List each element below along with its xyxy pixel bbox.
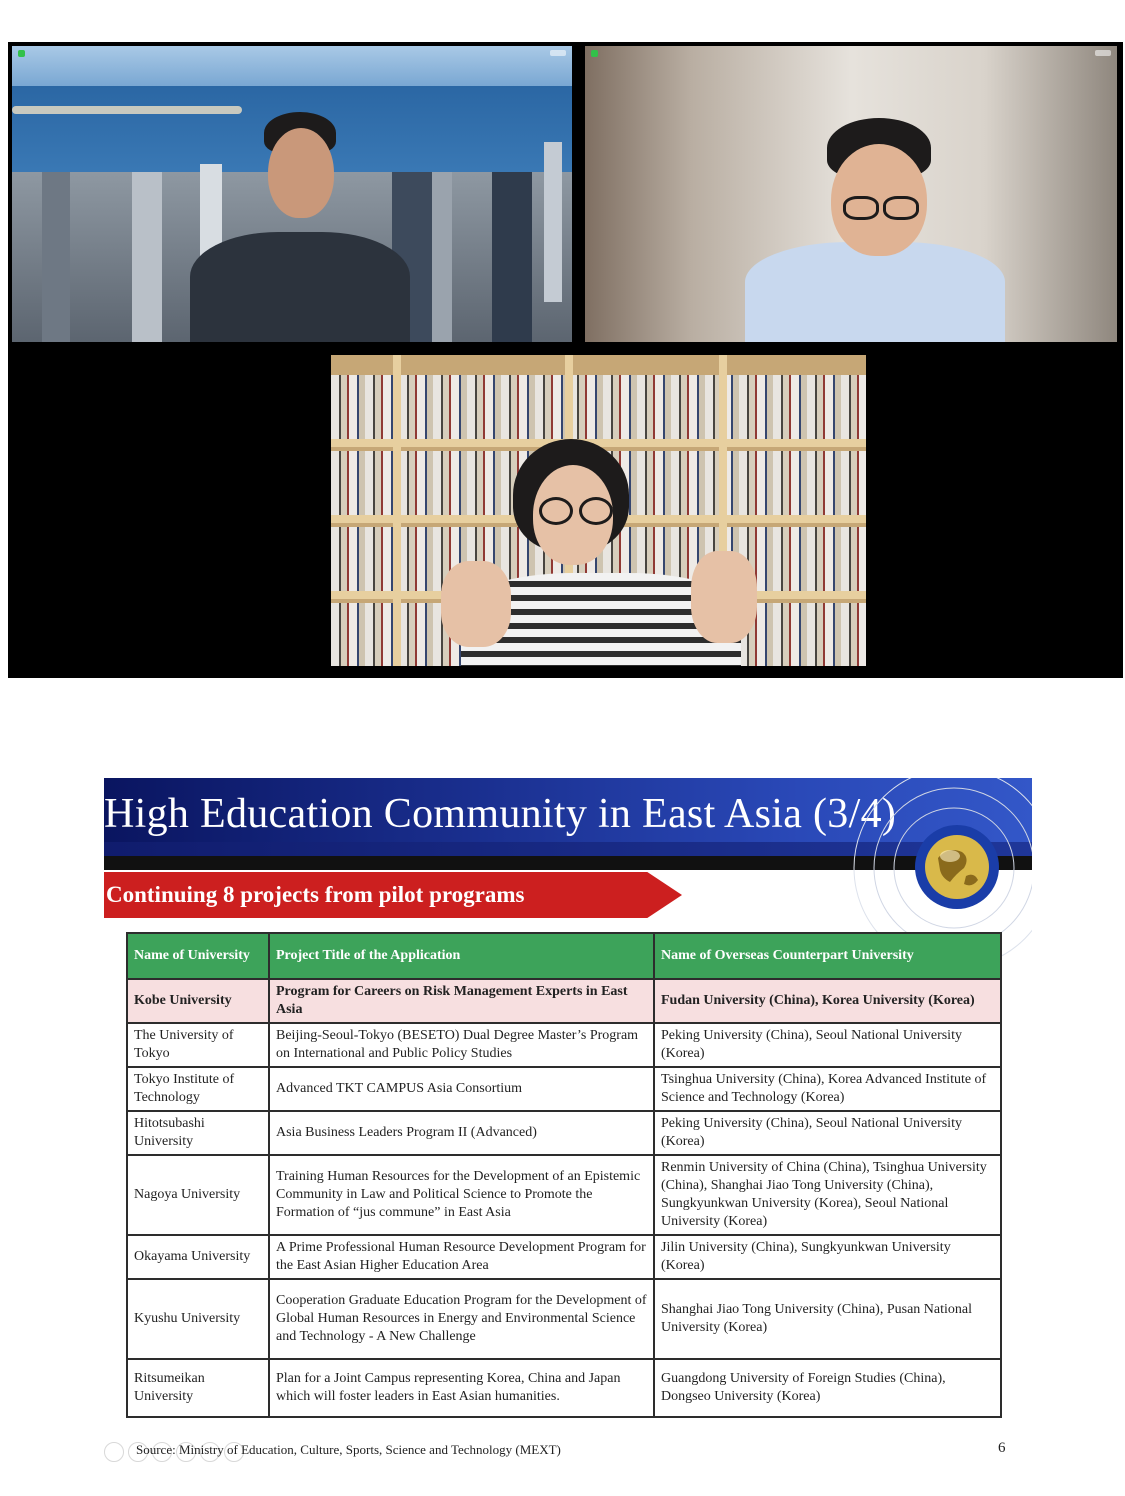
cell-counterpart: Renmin University of China (China), Tsinghua University (China), Shanghai Jiao Tong University (China), Sungkyunkwan University (Korea), Seoul National University (Korea) [654, 1155, 1001, 1235]
cell-counterpart: Shanghai Jiao Tong University (China), Pusan National University (Korea) [654, 1279, 1001, 1359]
column-header-counterpart: Name of Overseas Counterpart University [654, 933, 1001, 979]
participant-3-right-hand [691, 551, 757, 643]
city-backdrop-tower-right [544, 142, 562, 302]
table-row [127, 1111, 1001, 1155]
cell-university: Nagoya University [127, 1155, 269, 1235]
slide-title: High Education Community in East Asia (3/4) [104, 791, 897, 837]
cell-university: The University of Tokyo [127, 1023, 269, 1067]
column-header-project: Project Title of the Application [269, 933, 654, 979]
cell-counterpart: Guangdong University of Foreign Studies (China), Dongseo University (Korea) [654, 1359, 1001, 1417]
participant-3-left-hand [441, 561, 511, 647]
video-tile-status-icon [591, 50, 598, 57]
table-header-row [127, 933, 1001, 979]
video-tile-participant-1[interactable] [12, 46, 572, 342]
cell-project: A Prime Professional Human Resource Development Program for the East Asian Higher Education Area [269, 1235, 654, 1279]
slide-source-note: Source: Ministry of Education, Culture, Sports, Science and Technology (MEXT) [136, 1442, 561, 1457]
cell-project: Beijing-Seoul-Tokyo (BESETO) Dual Degree Master’s Program on International and Public Policy Studies [269, 1023, 654, 1067]
table-row [127, 1235, 1001, 1279]
table-row [127, 1155, 1001, 1235]
participant-2-person [745, 118, 1005, 342]
cell-university: Okayama University [127, 1235, 269, 1279]
video-conference-grid [8, 42, 1123, 678]
projects-table [126, 932, 1002, 1418]
cell-project: Cooperation Graduate Education Program for the Development of Global Human Resources in Energy and Environmental Science and Technology - A New Challenge [269, 1279, 654, 1359]
previous-slide-icon[interactable] [104, 1442, 124, 1462]
cell-university: Ritsumeikan University [127, 1359, 269, 1417]
cell-counterpart: Peking University (China), Seoul National University (Korea) [654, 1023, 1001, 1067]
cell-project: Program for Careers on Risk Management Experts in East Asia [269, 979, 654, 1023]
slide-page-number: 6 [998, 1440, 1006, 1456]
cell-counterpart: Fudan University (China), Korea University (Korea) [654, 979, 1001, 1023]
video-tile-signal-icon [550, 50, 566, 56]
participant-3-person [441, 439, 761, 666]
video-tile-status-icon [18, 50, 25, 57]
video-tile-signal-icon [1095, 50, 1111, 56]
table-row [127, 1023, 1001, 1067]
slide-subtitle: Continuing 8 projects from pilot programs [106, 882, 525, 907]
cell-university: Hitotsubashi University [127, 1111, 269, 1155]
shared-slide [104, 778, 1032, 1468]
column-header-university: Name of University [127, 933, 269, 979]
cell-counterpart: Jilin University (China), Sungkyunkwan University (Korea) [654, 1235, 1001, 1279]
table-row [127, 1067, 1001, 1111]
cell-project: Advanced TKT CAMPUS Asia Consortium [269, 1067, 654, 1111]
globe-icon [912, 822, 1002, 912]
cell-counterpart: Tsinghua University (China), Korea Advanced Institute of Science and Technology (Korea) [654, 1067, 1001, 1111]
cell-university: Kobe University [127, 979, 269, 1023]
table-row [127, 1279, 1001, 1359]
video-tile-participant-3[interactable] [331, 355, 866, 666]
cell-counterpart: Peking University (China), Seoul National University (Korea) [654, 1111, 1001, 1155]
cell-project: Plan for a Joint Campus representing Korea, China and Japan which will foster leaders in East Asian humanities. [269, 1359, 654, 1417]
participant-1-person [190, 112, 410, 342]
bookshelf-books-row-1 [331, 375, 866, 439]
table-row-kobe [127, 979, 1001, 1023]
cell-university: Kyushu University [127, 1279, 269, 1359]
video-tile-participant-2[interactable] [585, 46, 1117, 342]
table-row [127, 1359, 1001, 1417]
cell-university: Tokyo Institute of Technology [127, 1067, 269, 1111]
cell-project: Training Human Resources for the Development of an Epistemic Community in Law and Political Science to Promote the Formation of “jus commune” in East Asia [269, 1155, 654, 1235]
bookshelf-post [393, 355, 401, 666]
cell-project: Asia Business Leaders Program II (Advanced) [269, 1111, 654, 1155]
